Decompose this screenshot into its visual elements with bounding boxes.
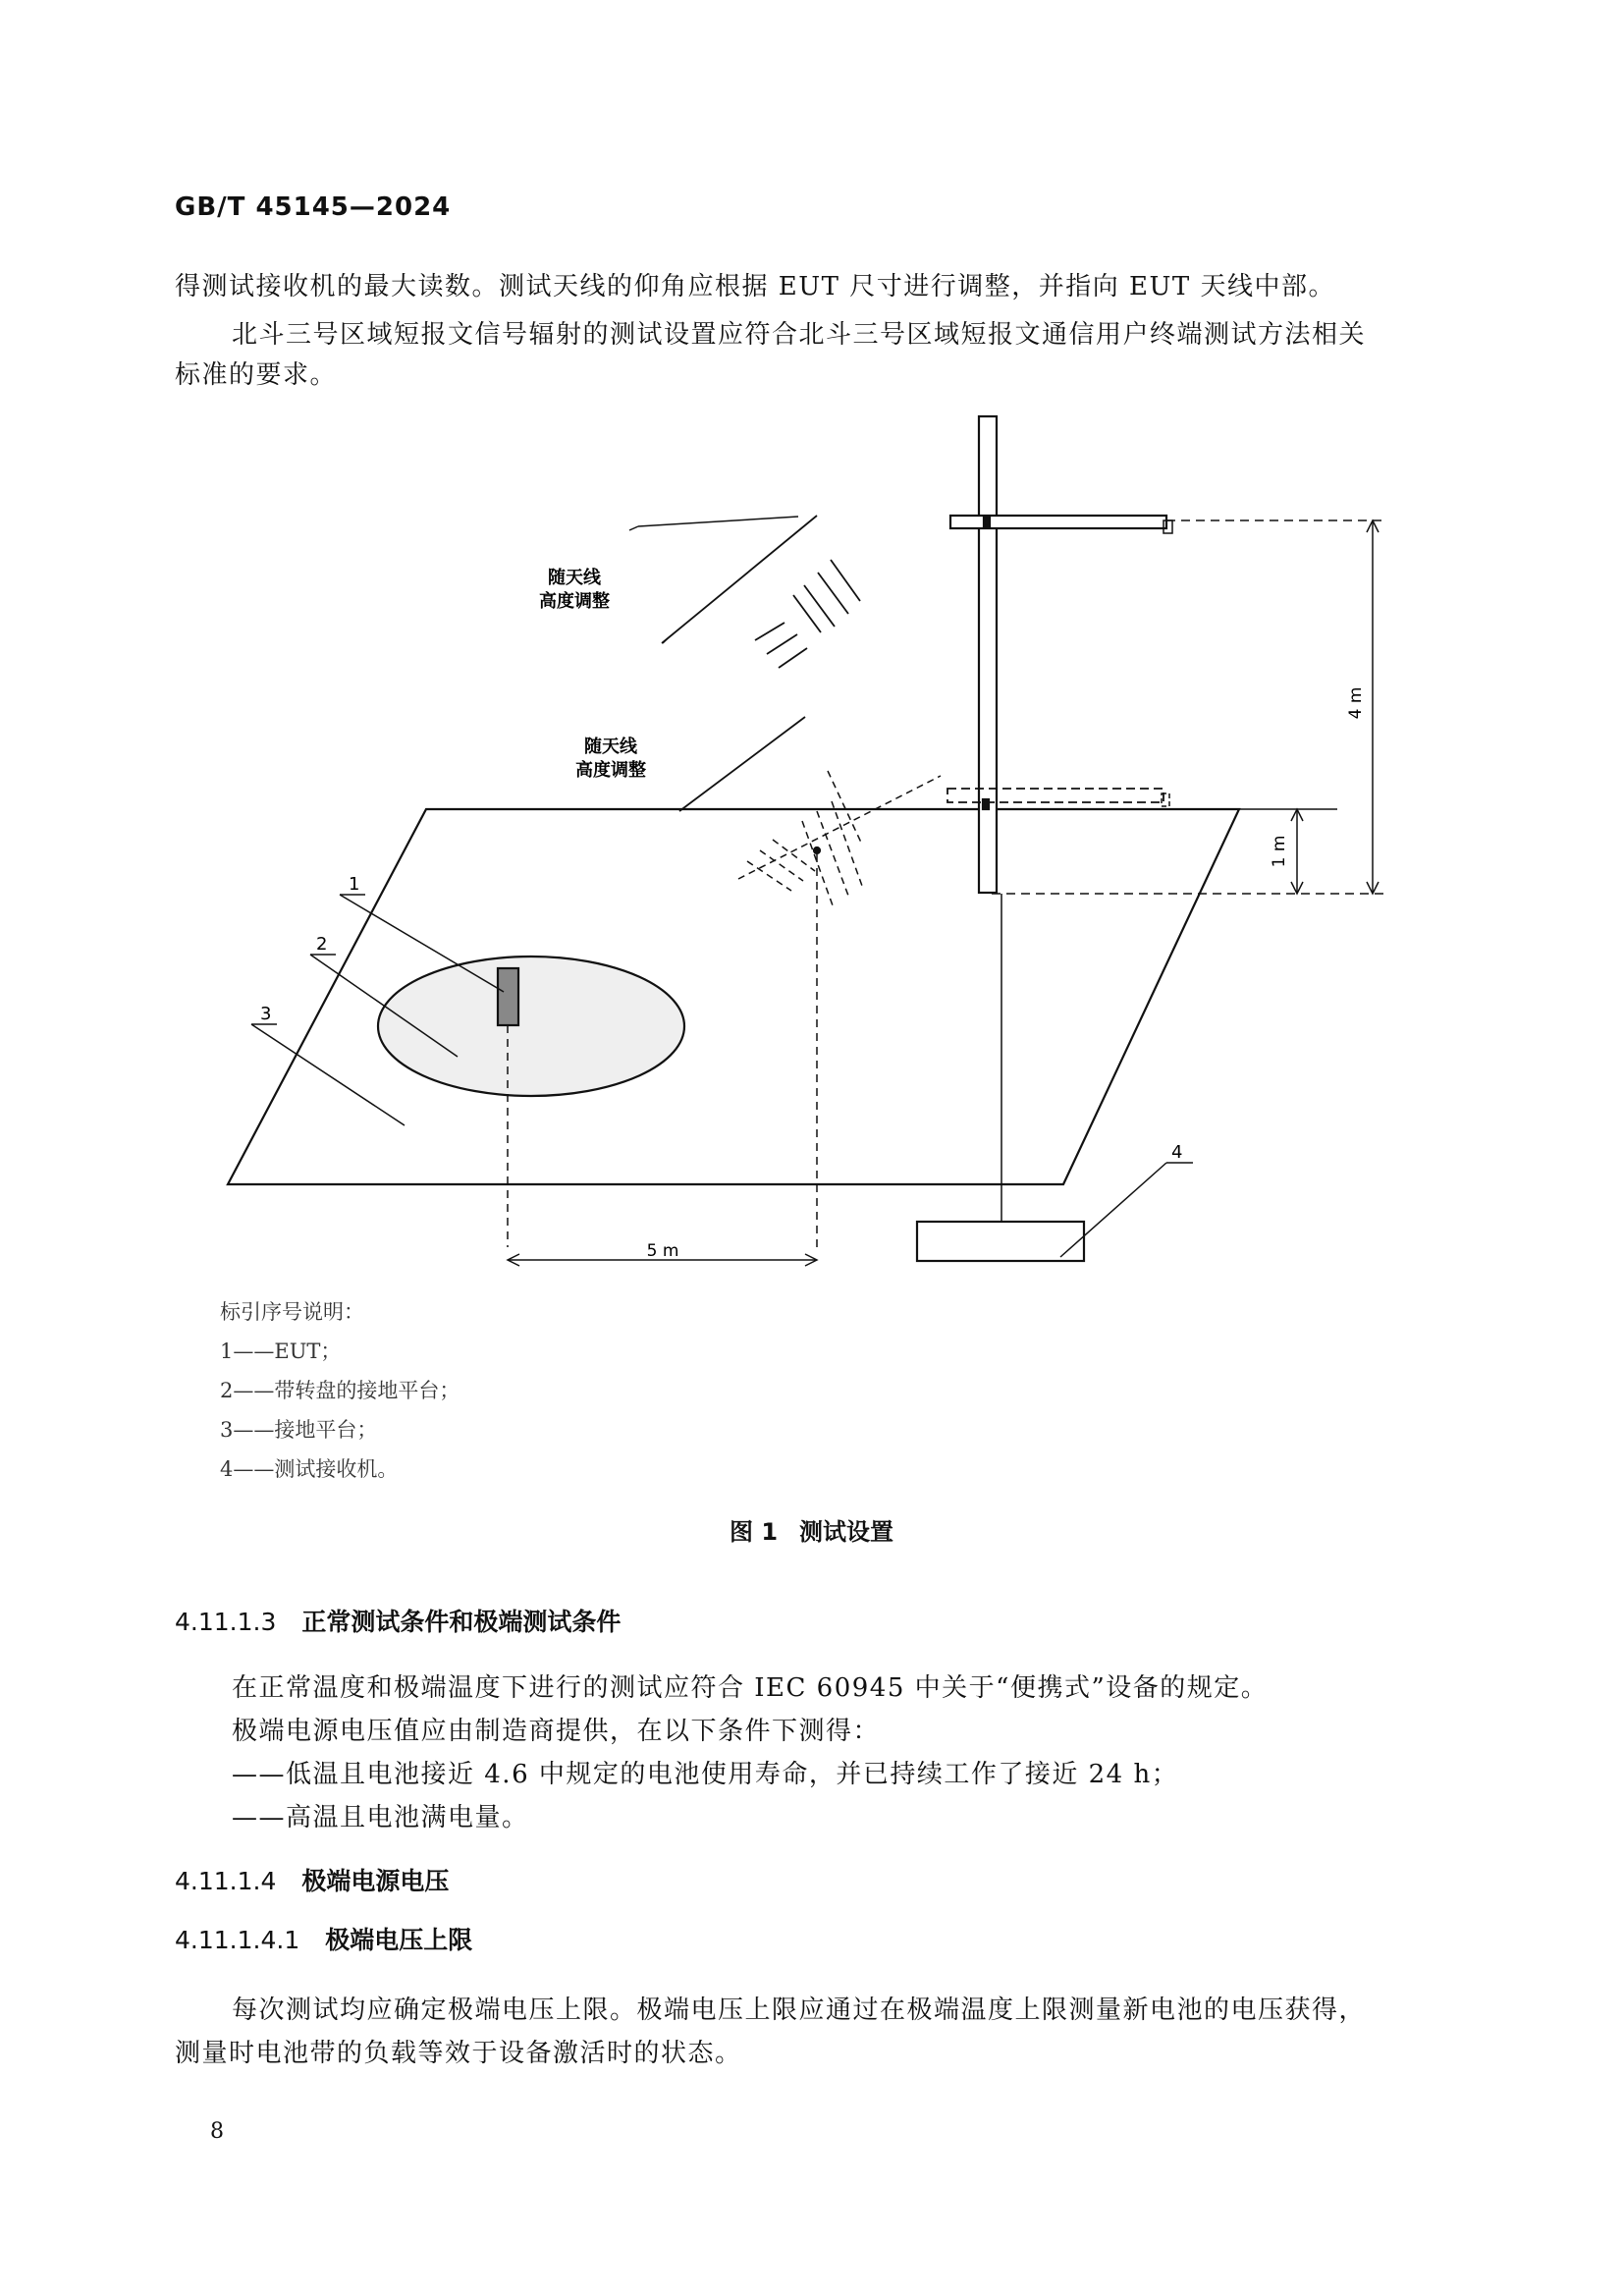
turntable-platform xyxy=(378,957,684,1096)
section-number: 4.11.1.4 xyxy=(175,1867,277,1895)
legend-item-2: 2——带转盘的接地平台； xyxy=(220,1379,460,1402)
callout-2: 2 xyxy=(316,934,328,955)
paragraph-2-line-2: 标准的要求。 xyxy=(175,360,338,390)
paragraph-1: 得测试接收机的最大读数。测试天线的仰角应根据 EUT 尺寸进行调整，并指向 EUT 天线中部。 xyxy=(175,272,1336,301)
label-dim-4m: 4 m xyxy=(1346,686,1366,720)
standard-code: GB/T 45145—2024 xyxy=(175,192,452,222)
test-receiver xyxy=(917,1222,1084,1261)
label-antenna-adjust-lower-2: 高度调整 xyxy=(575,760,646,781)
callout-3: 3 xyxy=(260,1004,272,1024)
ground-plane xyxy=(228,809,1239,1184)
antenna-mast xyxy=(979,416,997,893)
paragraph-2-line-1: 北斗三号区域短报文信号辐射的测试设置应符合北斗三号区域短报文通信用户终端测试方法相关 xyxy=(232,320,1367,350)
figure-caption-title: 测试设置 xyxy=(799,1518,894,1546)
section-number: 4.11.1.4.1 xyxy=(175,1926,300,1954)
section-1-list-item-2: ——高温且电池满电量。 xyxy=(232,1803,529,1832)
label-antenna-adjust-lower-1: 随天线 xyxy=(584,737,637,757)
figure-caption-number: 图 1 xyxy=(729,1518,779,1546)
section-heading-4-11-1-3 xyxy=(175,1603,621,1638)
section-number: 4.11.1.3 xyxy=(175,1608,277,1636)
section-1-paragraph-1: 在正常温度和极端温度下进行的测试应符合 IEC 60945 中关于“便携式”设备的规定。 xyxy=(232,1673,1269,1703)
label-antenna-adjust-upper-1: 随天线 xyxy=(548,568,601,588)
section-1-paragraph-2: 极端电源电压值应由制造商提供，在以下条件下测得： xyxy=(232,1717,881,1746)
section-heading-4-11-1-4 xyxy=(175,1862,449,1897)
section-title: 正常测试条件和极端测试条件 xyxy=(301,1608,622,1636)
legend-item-3: 3——接地平台； xyxy=(220,1418,378,1442)
page-number: 8 xyxy=(210,2119,224,2144)
callout-1: 1 xyxy=(349,874,360,895)
label-dim-1m: 1 m xyxy=(1270,835,1289,868)
section-title: 极端电压上限 xyxy=(325,1926,473,1954)
legend-item-1: 1——EUT； xyxy=(220,1339,342,1363)
section-3-paragraph-line-1: 每次测试均应确定极端电压上限。极端电压上限应通过在极端温度上限测量新电池的电压获得， xyxy=(232,1995,1367,2025)
section-3-paragraph-line-2: 测量时电池带的负载等效于设备激活时的状态。 xyxy=(175,2039,742,2068)
label-antenna-adjust-upper-2: 高度调整 xyxy=(539,591,610,612)
eut-box xyxy=(498,968,518,1025)
legend-title: 标引序号说明： xyxy=(220,1300,364,1324)
label-dim-5m: 5 m xyxy=(646,1241,679,1261)
legend-item-4: 4——测试接收机。 xyxy=(220,1457,399,1481)
callout-4: 4 xyxy=(1171,1142,1183,1163)
section-1-list-item-1: ——低温且电池接近 4.6 中规定的电池使用寿命，并已持续工作了接近 24 h； xyxy=(232,1760,1179,1789)
section-title: 极端电源电压 xyxy=(301,1867,450,1895)
figure-caption xyxy=(0,1512,1623,1547)
section-heading-4-11-1-4-1 xyxy=(175,1921,472,1956)
